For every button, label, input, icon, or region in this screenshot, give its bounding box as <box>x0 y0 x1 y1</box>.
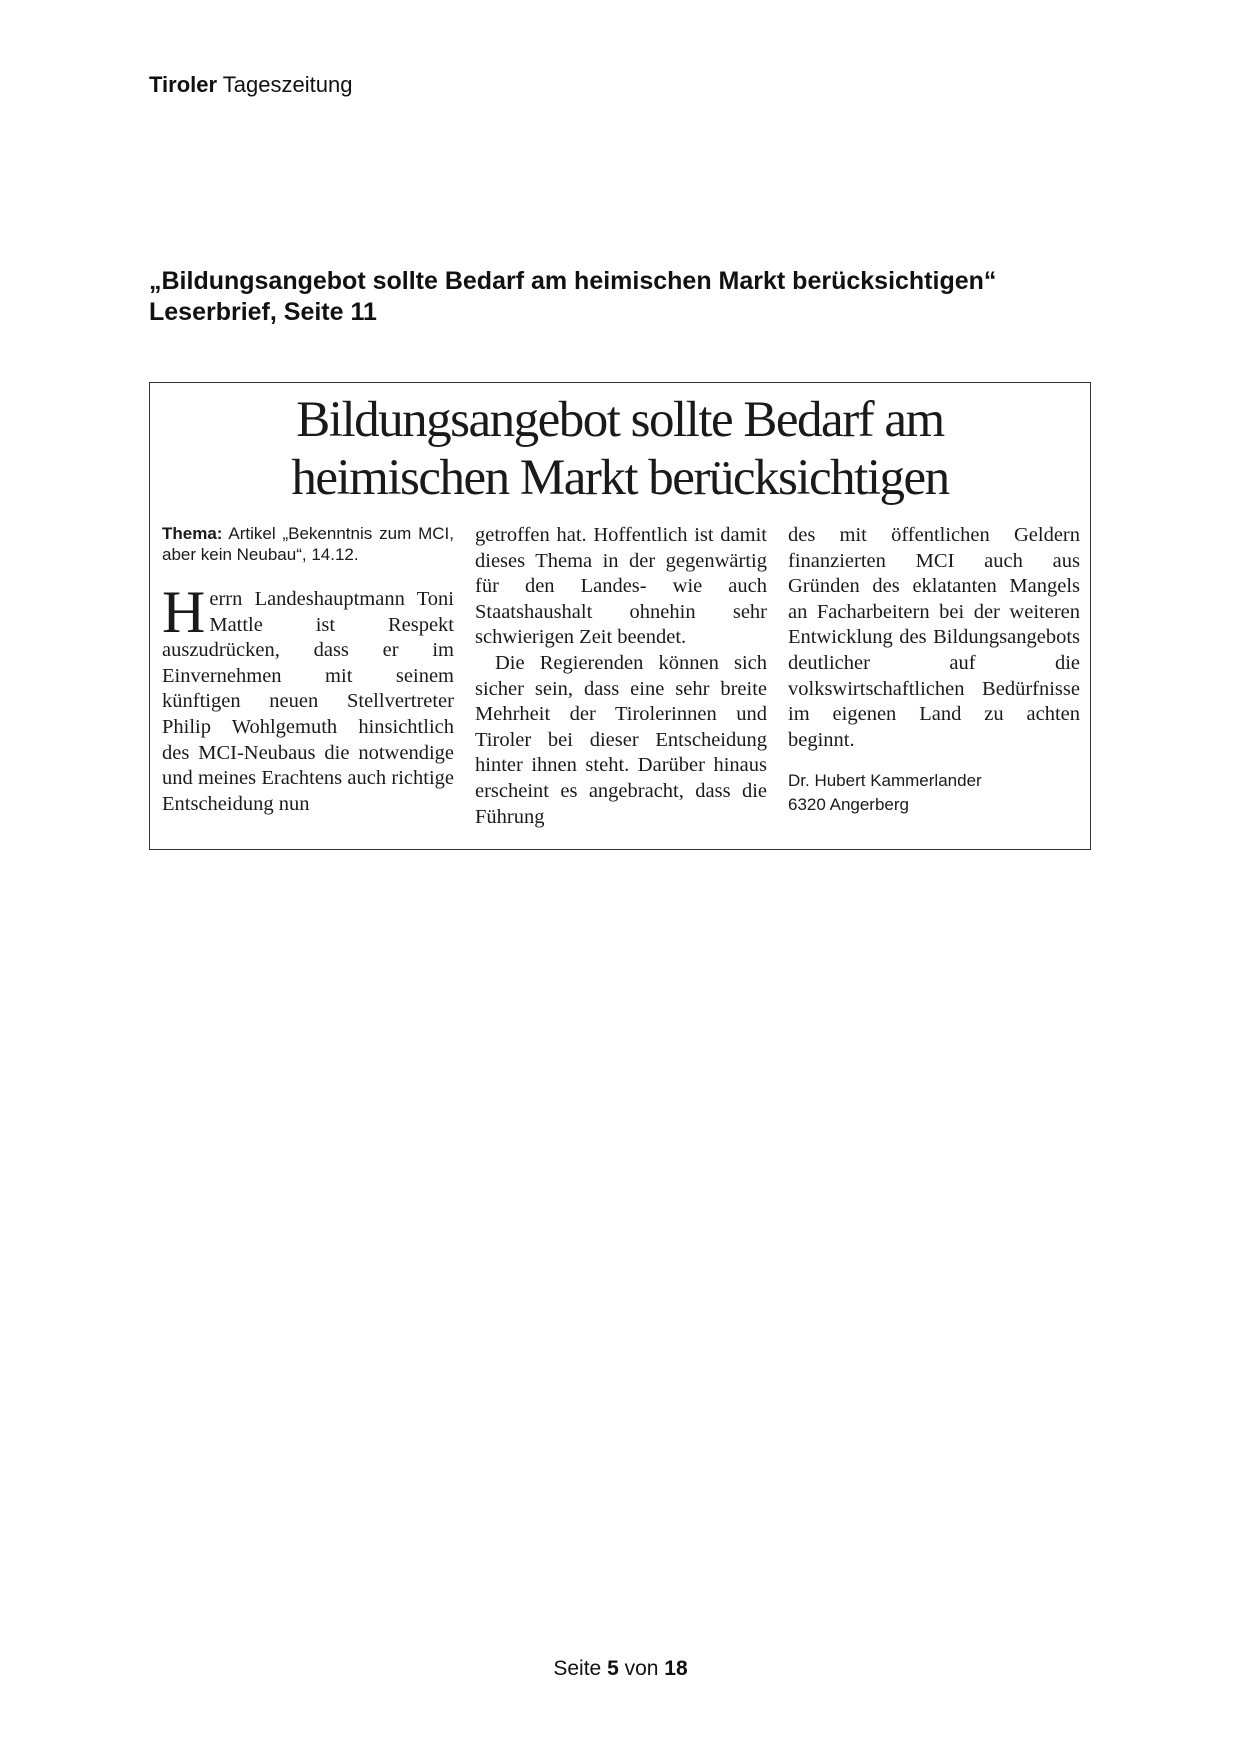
publication-name-regular: Tageszeitung <box>222 72 353 97</box>
drop-cap: H <box>162 579 206 645</box>
author-signature <box>788 769 1080 817</box>
publication-name-bold: Tiroler <box>149 72 218 97</box>
author-location: 6320 Angerberg <box>788 795 909 815</box>
publication-name <box>149 72 352 98</box>
newspaper-clipping <box>149 382 1091 850</box>
page-separator: von <box>624 1657 659 1680</box>
document-subtitle: Leserbrief, Seite 11 <box>149 298 377 326</box>
page-prefix: Seite <box>553 1657 602 1680</box>
document-heading <box>149 266 996 328</box>
column-1 <box>162 523 454 830</box>
topic-line <box>162 523 454 565</box>
clipping-headline <box>150 391 1090 507</box>
clipping-body <box>162 523 1080 830</box>
clipping-headline-line-2: heimischen Markt berücksichtigen <box>291 450 949 506</box>
topic-text: Artikel „Bekenntnis zum MCI, aber kein Neubau“, 14.12. <box>162 524 454 564</box>
clipping-headline-line-1: Bildungsangebot sollte Bedarf am <box>296 392 944 448</box>
page-footer <box>0 1657 1241 1681</box>
page-total: 18 <box>664 1657 688 1680</box>
topic-label: Thema: <box>162 524 223 543</box>
document-title: „Bildungsangebot sollte Bedarf am heimischen Markt berücksichtigen“ <box>149 267 997 295</box>
column-2-paragraph-2: Die Regierenden können sich sicher sein, dass eine sehr breite Mehrheit der Tirolerinnen und Tiroler bei dieser Entscheidung hinter ihnen steht. Darüber hinaus erscheint es angebracht, dass die Führung <box>475 651 767 828</box>
column-2-paragraph-1: getroffen hat. Hoffentlich ist damit dieses Thema in der gegenwärtig für den Landes- wie auch Staatshaushalt ohnehin sehr schwierigen Zeit beendet. <box>475 524 767 649</box>
column-3-paragraph: des mit öffentlichen Geldern finanzierten MCI auch aus Gründen des eklatanten Mangels an Facharbeitern bei der weiteren Entwicklung des Bildungsangebots deutlicher auf die volkswirtschaftlichen Bedürfnisse im eigenen Land zu achten beginnt. <box>788 524 1080 751</box>
author-name: Dr. Hubert Kammerlander <box>788 771 982 791</box>
page-current: 5 <box>607 1657 619 1680</box>
column-1-paragraph <box>162 579 454 817</box>
column-1-text: errn Landeshauptmann Toni Mattle ist Respekt auszudrücken, dass er im Einvernehmen mit seinem künftigen neuen Stellvertreter Philip Wohlgemuth hinsichtlich des MCI-Neubaus die notwendige und meines Erachtens auch richtige Entscheidung nun <box>162 588 454 815</box>
column-2 <box>475 523 767 830</box>
column-3 <box>788 523 1080 830</box>
